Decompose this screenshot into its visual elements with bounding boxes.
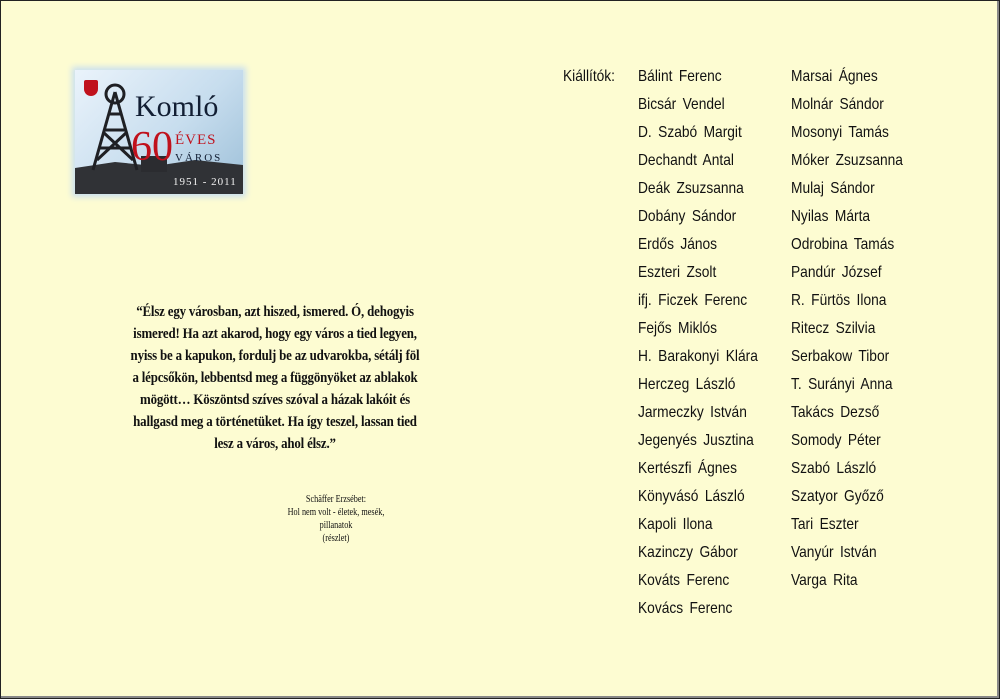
- quote-excerpt-note: (részlet): [322, 533, 350, 544]
- exhibitor-name: Kazinczy Gábor: [638, 544, 738, 561]
- exhibitor-name: Dobány Sándor: [638, 208, 737, 225]
- exhibitor-name: Szatyor Győző: [791, 488, 884, 505]
- quote-work-title: Hol nem volt - életek, mesék, pillanatok: [287, 507, 385, 531]
- exhibitor-name: Somody Péter: [791, 432, 881, 449]
- exhibitor-name: H. Barakonyi Klára: [638, 348, 758, 365]
- exhibitor-name: Marsai Ágnes: [791, 68, 878, 85]
- exhibitor-name: Herczeg László: [638, 376, 736, 393]
- exhibitor-name: Varga Rita: [791, 572, 858, 589]
- exhibitor-name: Bicsár Vendel: [638, 96, 725, 113]
- logo-varos-text: VÁROS: [175, 152, 223, 164]
- exhibitor-name: Mulaj Sándor: [791, 180, 875, 197]
- exhibitors-column-1: [638, 63, 777, 623]
- exhibitor-name: R. Fürtös Ilona: [791, 292, 887, 309]
- exhibitor-name: Jarmeczky István: [638, 404, 747, 421]
- logo-eves-text: ÉVES: [175, 132, 217, 148]
- coat-of-arms-icon: [84, 80, 98, 96]
- logo-anniversary-number: 60: [131, 124, 173, 170]
- quote-text: “Élsz egy városban, azt hiszed, ismered. Ó, dehogyis ismered! Ha azt akarod, hogy egy város a tied legyen, nyiss be a kapukon, fordulj be az udvarokba, sétálj föl a lépcsőkön, lebbentsd meg a függönyöket az ablakok mögött… Köszöntsd szíves szóval a házak lakóit és hallgasd meg a történetüket. Ha így teszel, lassan tied lesz a város, ahol élsz.”: [130, 304, 420, 452]
- exhibitor-name: D. Szabó Margit: [638, 124, 742, 141]
- logo-years: 1951 - 2011: [173, 176, 237, 188]
- exhibitor-name: Pandúr József: [791, 264, 882, 281]
- exhibitor-name: Takács Dezső: [791, 404, 880, 421]
- exhibitor-name: Szabó László: [791, 460, 877, 477]
- exhibitor-name: Deák Zsuzsanna: [638, 180, 744, 197]
- exhibitors-label: Kiállítók:: [563, 68, 616, 85]
- exhibitor-name: Tari Eszter: [791, 516, 859, 533]
- exhibitor-name: Dechandt Antal: [638, 152, 734, 169]
- exhibitor-name: Kováts Ferenc: [638, 572, 730, 589]
- exhibitor-name: T. Surányi Anna: [791, 376, 893, 393]
- exhibitor-name: Jegenyés Jusztina: [638, 432, 754, 449]
- exhibitor-name: Molnár Sándor: [791, 96, 884, 113]
- exhibitor-name: ifj. Ficzek Ferenc: [638, 292, 748, 309]
- exhibitor-name: Bálint Ferenc: [638, 68, 722, 85]
- exhibitor-name: Móker Zsuzsanna: [791, 152, 903, 169]
- exhibitor-name: Könyvásó László: [638, 488, 745, 505]
- exhibitor-name: Odrobina Tamás: [791, 236, 895, 253]
- logo-city-name: Komló: [135, 90, 219, 123]
- exhibitor-name: Kertészfi Ágnes: [638, 460, 737, 477]
- exhibitor-name: Kapoli Ilona: [638, 516, 713, 533]
- exhibitor-name: Nyilas Márta: [791, 208, 871, 225]
- exhibitor-name: Vanyúr István: [791, 544, 877, 561]
- exhibitors-column-2: [791, 63, 921, 595]
- exhibitor-name: Kovács Ferenc: [638, 600, 733, 617]
- exhibitor-name: Erdős János: [638, 236, 718, 253]
- quote-source: [280, 493, 392, 545]
- exhibitor-name: Eszteri Zsolt: [638, 264, 717, 281]
- quote-author: Schäffer Erzsébet:: [305, 494, 367, 505]
- exhibitor-name: Ritecz Szilvia: [791, 320, 876, 337]
- komlo-anniversary-logo: [75, 70, 243, 194]
- exhibitor-name: Serbakow Tibor: [791, 348, 890, 365]
- exhibitor-name: Mosonyi Tamás: [791, 124, 889, 141]
- exhibitor-name: Fejős Miklós: [638, 320, 718, 337]
